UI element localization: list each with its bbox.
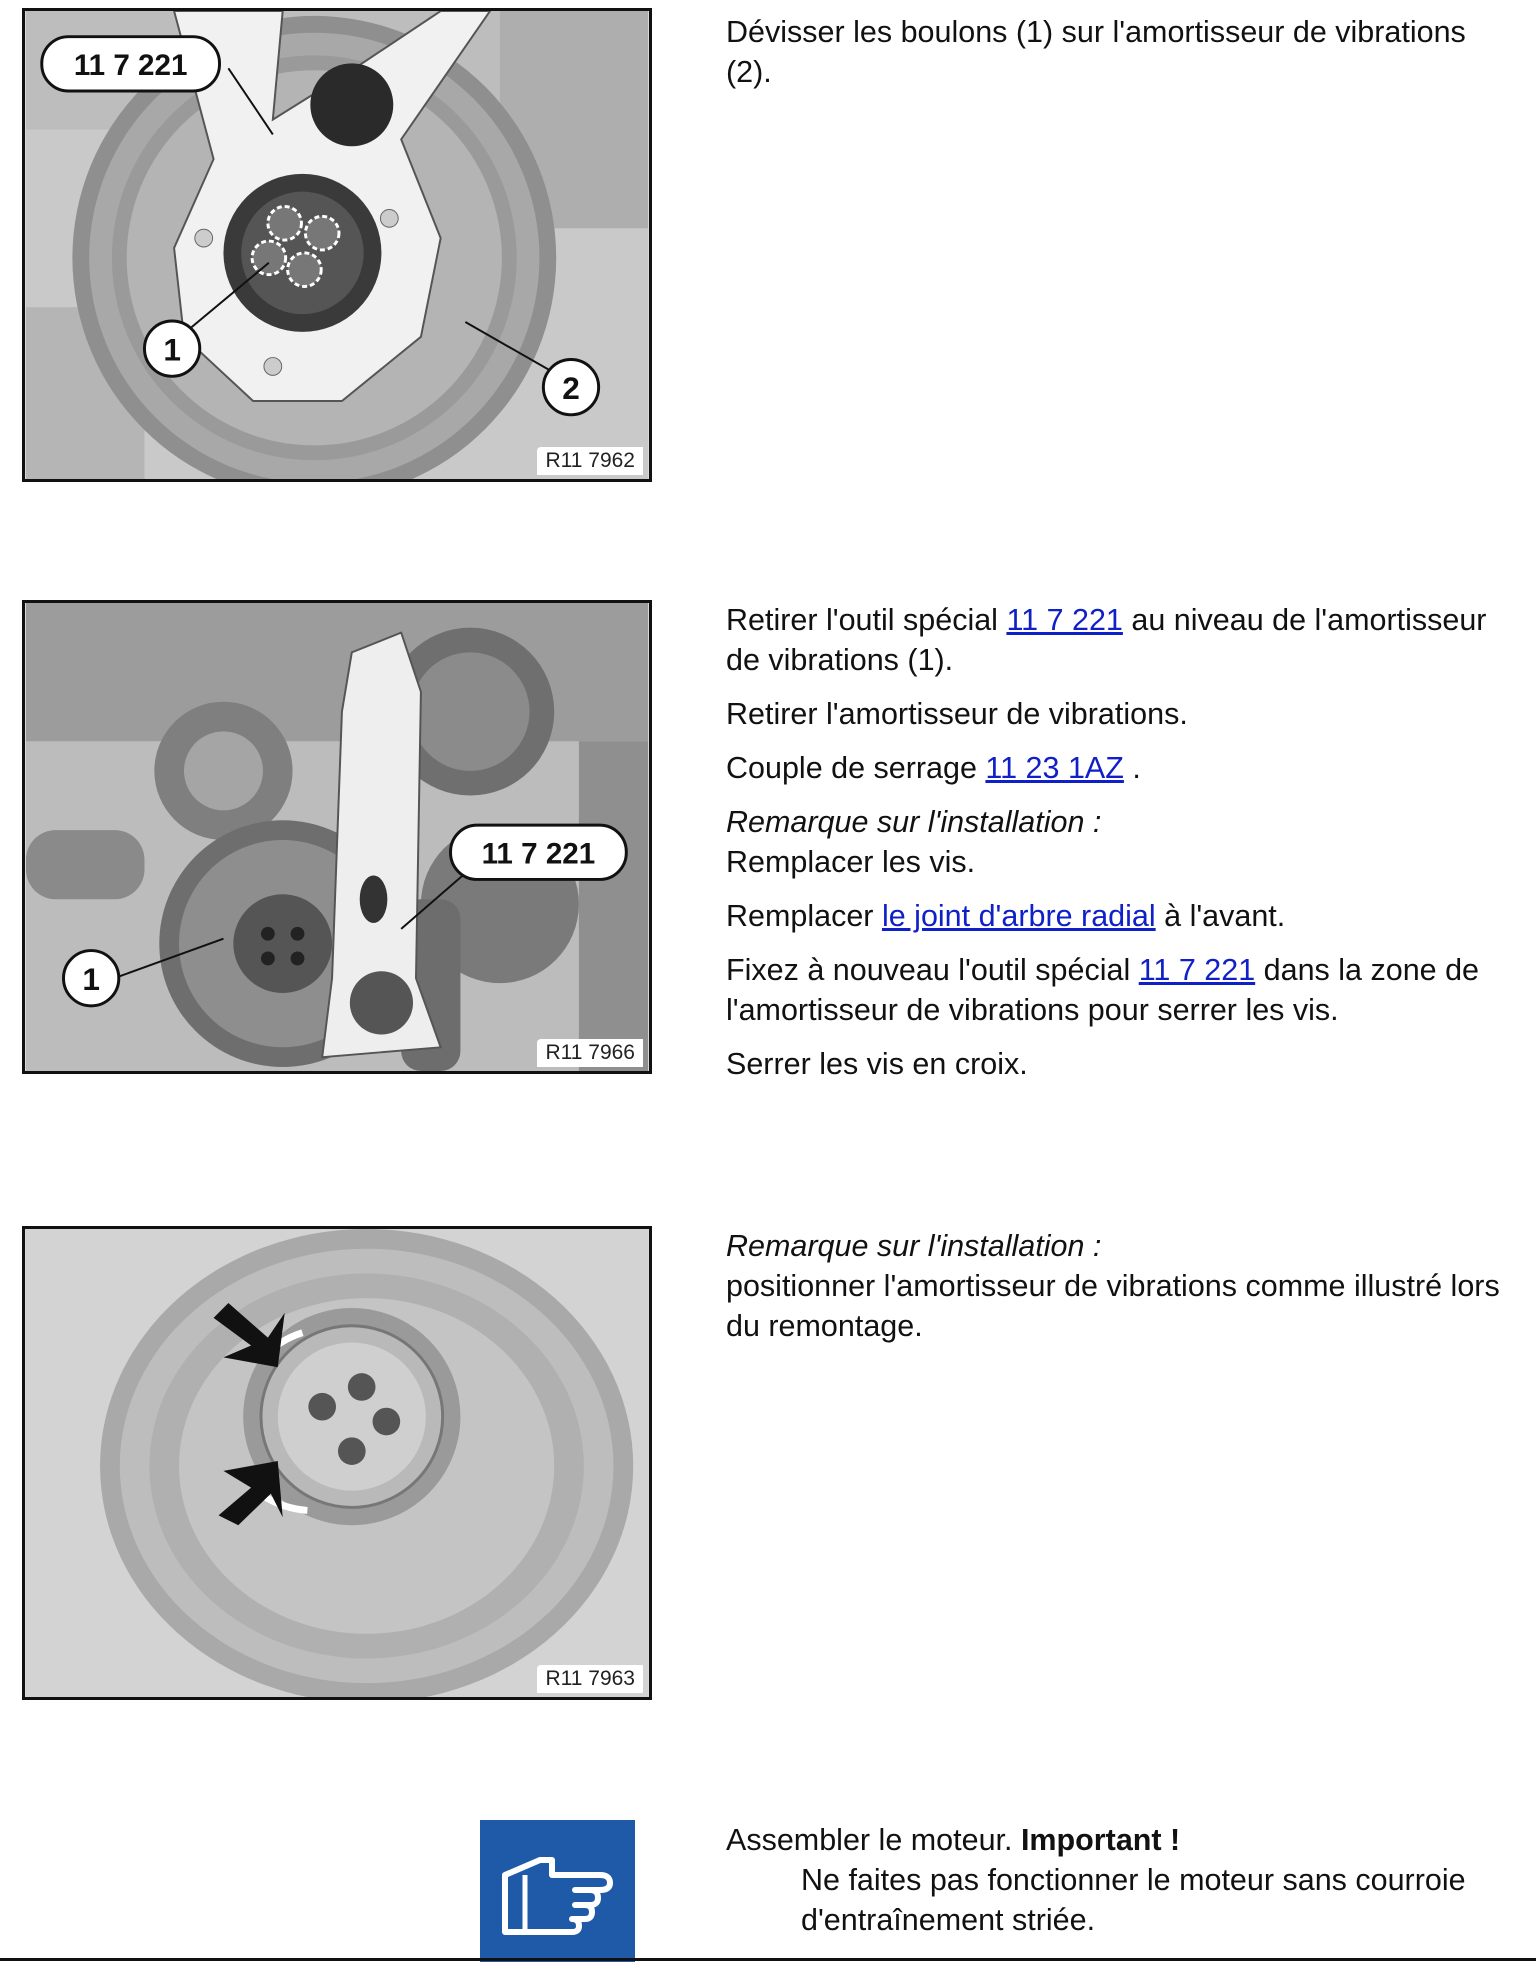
figure-bolts-damper	[22, 8, 652, 482]
installation-note-text: positionner l'amortisseur de vibrations comme illustré lors du remontage.	[726, 1269, 1500, 1343]
step-unscrew-bolts	[726, 12, 1516, 106]
installation-note-heading: Remarque sur l'installation :	[726, 1229, 1102, 1263]
important-label: Important !	[1020, 1823, 1181, 1857]
callout-tool-number: 11 7 221	[73, 49, 188, 83]
engine-illustration-1	[25, 11, 649, 479]
step-assemble-engine	[726, 1820, 1516, 1954]
text-segment: .	[1123, 751, 1141, 785]
engine-illustration-2	[25, 603, 649, 1071]
text-segment: Fixez à nouveau l'outil spécial	[726, 953, 1139, 987]
step2-p7: Serrer les vis en croix.	[726, 1047, 1028, 1081]
link-special-tool-2[interactable]: 11 7 221	[1138, 953, 1256, 987]
text-segment: Retirer l'outil spécial	[726, 603, 1007, 637]
link-radial-shaft-seal[interactable]: le joint d'arbre radial	[881, 899, 1156, 933]
text-segment: dans la zone de l'amortisseur de vibrations pour serrer les vis.	[726, 953, 1480, 1027]
pointing-hand-icon	[480, 1820, 635, 1962]
callout-1: 1	[163, 331, 181, 368]
callout-1: 1	[82, 961, 100, 998]
figure-damper-position	[22, 1226, 652, 1700]
step-remove-damper	[726, 600, 1516, 1098]
installation-note-text: Remplacer les vis.	[726, 845, 976, 879]
hand-glyph	[480, 1820, 635, 1962]
callout-tool-number: 11 7 221	[481, 837, 596, 871]
figure-remove-tool	[22, 600, 652, 1074]
figure-code: R11 7963	[537, 1665, 643, 1693]
bottom-divider	[0, 1958, 1536, 1961]
text-segment: Assembler le moteur.	[726, 1823, 1021, 1857]
important-note: Ne faites pas fonctionner le moteur sans courroie d'entraînement striée.	[801, 1863, 1466, 1937]
link-special-tool[interactable]: 11 7 221	[1006, 603, 1123, 637]
callout-2: 2	[562, 370, 580, 407]
link-torque-spec[interactable]: 11 23 1AZ	[985, 751, 1124, 785]
damper-illustration	[25, 1229, 649, 1697]
text-segment: au niveau de l'amortisseur de vibrations (1).	[726, 603, 1487, 677]
step2-p2: Retirer l'amortisseur de vibrations.	[726, 697, 1188, 731]
figure-code: R11 7966	[537, 1039, 643, 1067]
installation-note-heading: Remarque sur l'installation :	[726, 805, 1102, 839]
text-segment: à l'avant.	[1155, 899, 1286, 933]
figure-code: R11 7962	[537, 447, 643, 475]
step1-text: Dévisser les boulons (1) sur l'amortisseur de vibrations (2).	[726, 15, 1466, 89]
text-segment: Remplacer	[726, 899, 882, 933]
text-segment: Couple de serrage	[726, 751, 986, 785]
step-position-damper	[726, 1226, 1516, 1360]
